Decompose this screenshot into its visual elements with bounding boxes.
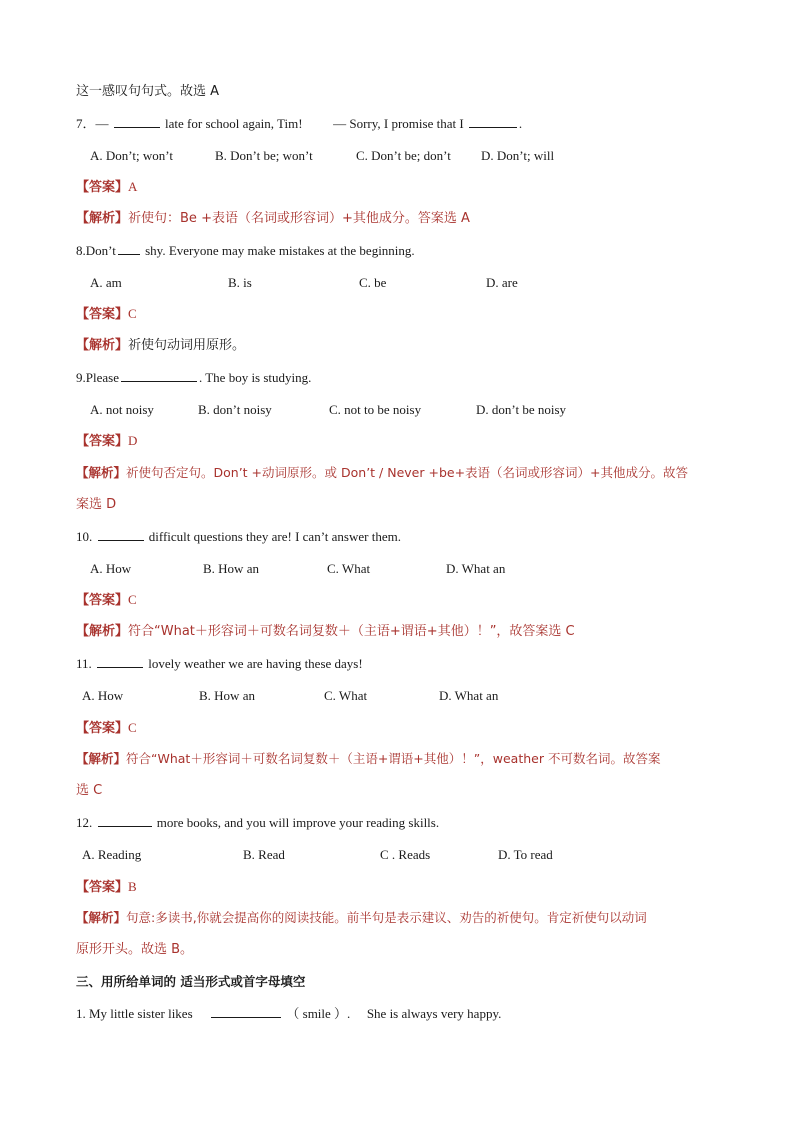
explanation-text: 祈使句：Be +表语（名词或形容词）+其他成分。答案选 A bbox=[128, 211, 470, 226]
q10-number: 10. bbox=[76, 529, 93, 544]
q9-option-a: A. not noisy bbox=[90, 402, 154, 417]
q10-option-a: A. How bbox=[90, 561, 132, 576]
q12-text: more books, and you will improve your reading skills. bbox=[156, 815, 440, 830]
q9-explanation-cont bbox=[76, 495, 718, 515]
q9-number: 9.Please bbox=[76, 370, 119, 385]
explanation-text: 祈使句动词用原形。 bbox=[128, 338, 246, 353]
answer-value: C bbox=[128, 306, 137, 321]
q12-explanation bbox=[76, 908, 718, 928]
q8-text: shy. Everyone may make mistakes at the beginning. bbox=[145, 243, 415, 258]
q12-blank bbox=[98, 814, 152, 827]
explanation-label: 【解析】 bbox=[76, 211, 129, 226]
q10-answer bbox=[76, 590, 718, 611]
explanation-label: 【解析】 bbox=[76, 751, 127, 766]
s3q1-rest: She is always very happy. bbox=[366, 1006, 502, 1021]
answer-label: 【答案】 bbox=[76, 593, 129, 608]
s3q1-text: 1. My little sister likes bbox=[76, 1006, 193, 1021]
q8-option-b: B. is bbox=[228, 275, 252, 290]
question-12 bbox=[76, 813, 718, 833]
q8-option-c: C. be bbox=[359, 275, 387, 290]
question-7: 7．— late for school again, Tim! — Sorry, I promise that I . bbox=[76, 116, 523, 131]
answer-value: C bbox=[128, 720, 137, 735]
q9-option-c: C. not to be noisy bbox=[329, 402, 422, 417]
explanation-label: 【解析】 bbox=[76, 624, 129, 639]
q7-option-c: C. Don’t be; don’t bbox=[356, 148, 451, 163]
explanation-text: 符合“What＋形容词＋可数名词复数＋（主语+谓语+其他）！”，weather 不可数名词。故答案 bbox=[126, 751, 661, 766]
q12-option-b: B. Read bbox=[243, 847, 285, 862]
q7-answer bbox=[76, 177, 718, 198]
q11-option-b: B. How an bbox=[199, 688, 255, 703]
answer-label: 【答案】 bbox=[76, 880, 129, 895]
section-3-question-1 bbox=[76, 1004, 718, 1024]
explanation-text-cont: 原形开头。故选 B。 bbox=[76, 942, 194, 957]
q10-option-b: B. How an bbox=[203, 561, 259, 576]
q7-text: late for school again, Tim! bbox=[165, 116, 303, 131]
q7-reply: — Sorry, I promise that I bbox=[333, 116, 464, 131]
q12-explanation-cont bbox=[76, 940, 718, 960]
q7-explanation bbox=[76, 209, 718, 229]
answer-label: 【答案】 bbox=[76, 307, 129, 322]
q11-explanation-cont bbox=[76, 781, 718, 801]
q11-explanation bbox=[76, 749, 718, 769]
q9-text: . The boy is studying. bbox=[198, 370, 312, 385]
explanation-label: 【解析】 bbox=[76, 338, 129, 353]
answer-label: 【答案】 bbox=[76, 180, 129, 195]
q10-text: difficult questions they are! I can’t answer them. bbox=[148, 529, 401, 544]
explanation-text-cont: 选 C bbox=[76, 783, 103, 798]
q7-option-b: B. Don’t be; won’t bbox=[215, 148, 313, 163]
q7-blank-1 bbox=[114, 115, 160, 128]
answer-value: C bbox=[128, 592, 137, 607]
explanation-text: 符合“What＋形容词＋可数名词复数＋（主语+谓语+其他）！”，故答案选 C bbox=[128, 624, 575, 639]
q9-option-d: D. don’t be noisy bbox=[476, 402, 567, 417]
question-9 bbox=[76, 368, 718, 388]
question-10 bbox=[76, 527, 718, 547]
answer-label: 【答案】 bbox=[76, 721, 129, 736]
q11-option-c: C. What bbox=[324, 688, 368, 703]
q12-option-d: D. To read bbox=[498, 847, 553, 862]
q11-number: 11. bbox=[76, 656, 92, 671]
explanation-text-cont: 案选 D bbox=[76, 497, 117, 512]
explanation-label: 【解析】 bbox=[76, 465, 127, 480]
s3q1-hint: （ smile ）. bbox=[286, 1006, 351, 1021]
answer-label: 【答案】 bbox=[76, 434, 129, 449]
explanation-text: 祈使句否定句。Don’t +动词原形。或 Don’t / Never +be+表语（名词或形容词）+其他成分。故答 bbox=[126, 465, 689, 480]
line-carryover bbox=[76, 82, 718, 102]
q9-explanation bbox=[76, 463, 718, 483]
q7-blank-2 bbox=[469, 115, 517, 128]
question-11 bbox=[76, 654, 718, 674]
q9-answer bbox=[76, 431, 718, 452]
answer-value: B bbox=[128, 879, 137, 894]
q11-option-d: D. What an bbox=[439, 688, 499, 703]
q8-answer bbox=[76, 304, 718, 325]
q10-option-c: C. What bbox=[327, 561, 371, 576]
q11-option-a: A. How bbox=[82, 688, 124, 703]
q8-explanation bbox=[76, 336, 718, 356]
q12-option-c: C . Reads bbox=[380, 847, 431, 862]
q11-answer bbox=[76, 718, 718, 739]
q8-blank bbox=[118, 242, 140, 255]
q8-option-a: A. am bbox=[90, 275, 122, 290]
explanation-text: 句意:多读书,你就会提高你的阅读技能。前半句是表示建议、劝告的祈使句。肯定祈使句以动词 bbox=[126, 910, 647, 925]
q12-number: 12. bbox=[76, 815, 93, 830]
q7-number: 7．— bbox=[76, 116, 109, 131]
q7-option-d: D. Don’t; will bbox=[481, 148, 555, 163]
answer-value: A bbox=[128, 179, 138, 194]
q9-option-b: B. don’t noisy bbox=[198, 402, 272, 417]
s3q1-blank bbox=[211, 1005, 281, 1018]
answer-value: D bbox=[128, 433, 138, 448]
q9-blank bbox=[121, 369, 197, 382]
q10-blank bbox=[98, 528, 144, 541]
q12-option-a: A. Reading bbox=[82, 847, 142, 862]
q11-text: lovely weather we are having these days! bbox=[148, 656, 363, 671]
q10-option-d: D. What an bbox=[446, 561, 506, 576]
q11-blank bbox=[97, 655, 143, 668]
question-8 bbox=[76, 241, 718, 261]
explanation-label: 【解析】 bbox=[76, 910, 127, 925]
q8-option-d: D. are bbox=[486, 275, 518, 290]
section-3-title: 三、用所给单词的 适当形式或首字母填空 bbox=[76, 974, 306, 989]
q10-explanation bbox=[76, 622, 718, 642]
carryover-text: 这一感叹句句式。故选 A bbox=[76, 84, 220, 99]
section-heading bbox=[76, 972, 718, 992]
q7-option-a: A. Don’t; won’t bbox=[90, 148, 173, 163]
q12-answer bbox=[76, 877, 718, 898]
q8-number: 8.Don’t bbox=[76, 243, 116, 258]
